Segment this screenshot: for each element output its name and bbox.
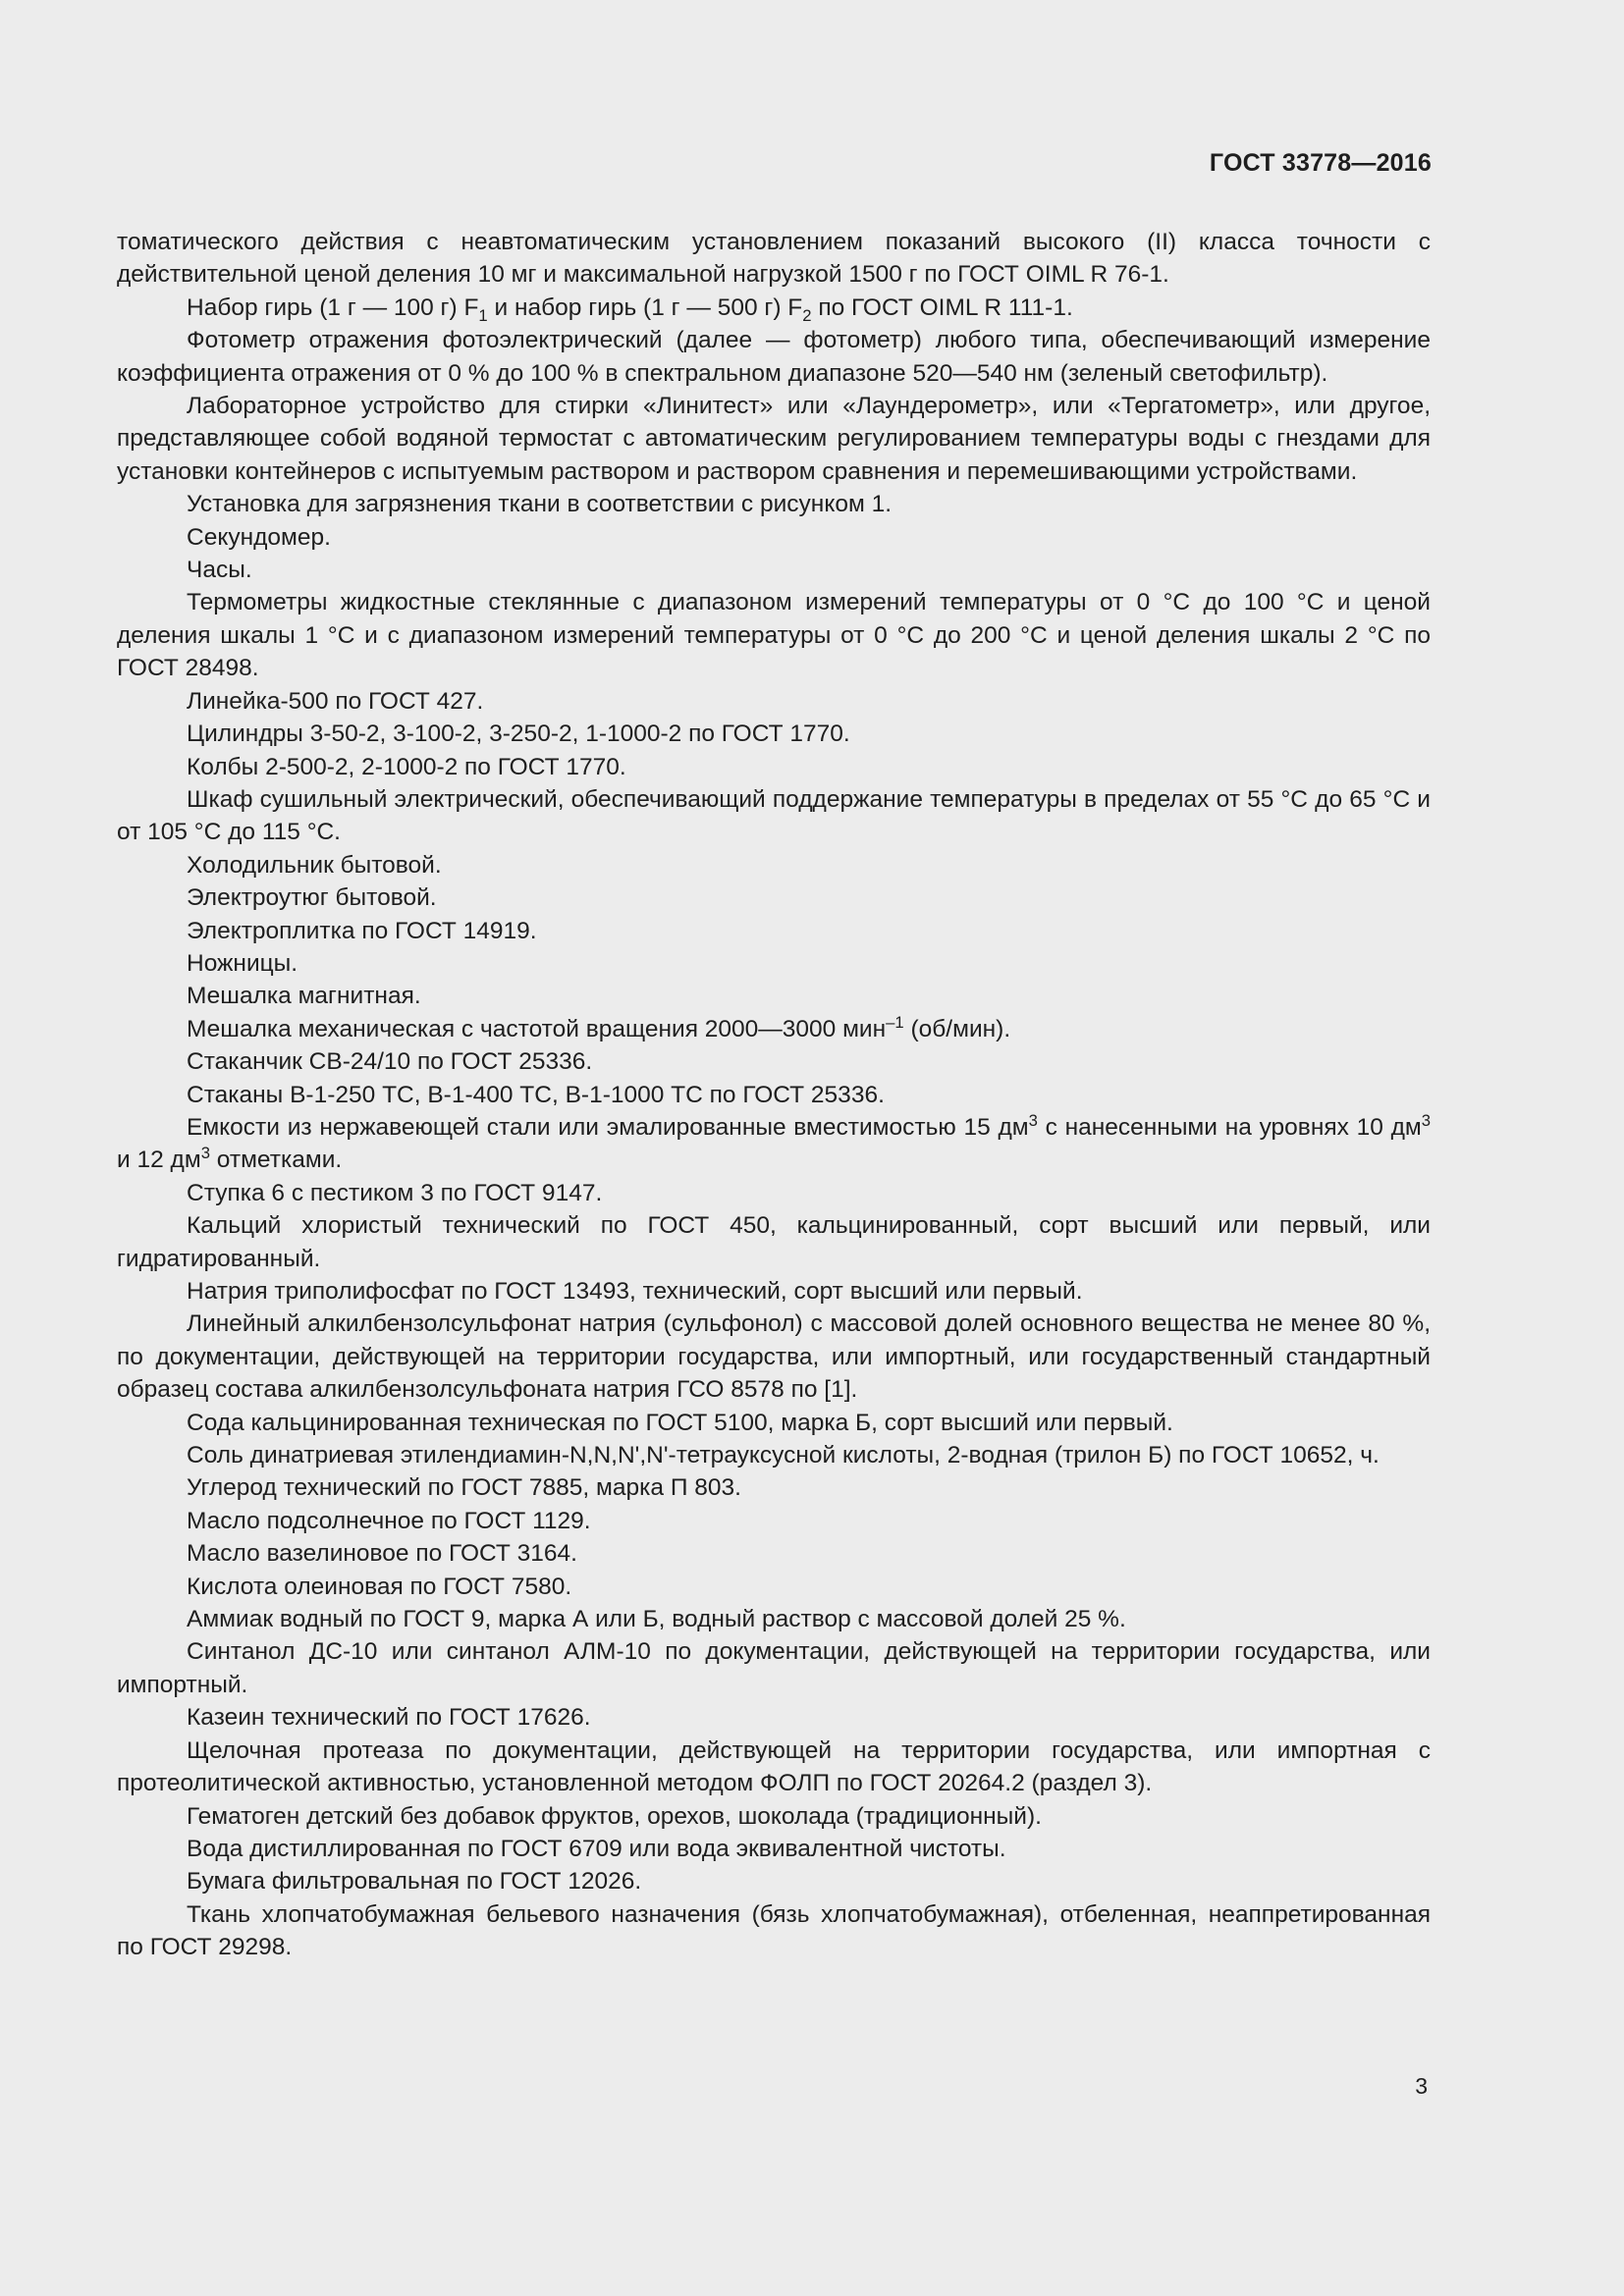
text-run: Гематоген детский без добавок фруктов, орехов, шоколада (традиционный).: [187, 1802, 1042, 1830]
paragraph: [117, 685, 1431, 718]
paragraph: [117, 586, 1431, 684]
paragraph: [117, 881, 1431, 914]
text-run: и 12 дм: [117, 1147, 201, 1174]
text-run: Установка для загрязнения ткани в соответствии с рисунком 1.: [187, 491, 893, 518]
paragraph: [117, 1013, 1431, 1045]
text-run: Шкаф сушильный электрический, обеспечивающий поддержание температуры в пределах от 55 °С до 65 °С и от 105 °С до 115 °С.: [117, 785, 1431, 846]
text-run: Углерод технический по ГОСТ 7885, марка П 803.: [187, 1474, 741, 1502]
paragraph: [117, 488, 1431, 520]
paragraph: [117, 751, 1431, 783]
text-run: отметками.: [209, 1147, 343, 1174]
paragraph: [117, 947, 1431, 980]
paragraph: [117, 1701, 1431, 1734]
text-run: с нанесенными на уровнях 10 дм: [1037, 1113, 1422, 1141]
text-run: Натрия триполифосфат по ГОСТ 13493, технический, сорт высший или первый.: [187, 1278, 1083, 1305]
text-run: Ножницы.: [187, 949, 298, 977]
text-run: Мешалка механическая с частотой вращения 2000—3000 мин: [187, 1015, 887, 1042]
paragraph: [117, 1209, 1431, 1275]
paragraph: [117, 783, 1431, 849]
paragraph: [117, 1571, 1431, 1603]
paragraph: [117, 1505, 1431, 1537]
paragraph: [117, 1833, 1431, 1865]
standard-header: ГОСТ 33778—2016: [1209, 149, 1432, 177]
paragraph: [117, 1865, 1431, 1897]
text-run: и набор гирь (1 г — 500 г) F: [487, 294, 803, 321]
text-run: Линейный алкилбензолсульфонат натрия (сульфонол) с массовой долей основного вещества не менее 80 %, по документации, действующей на территории государства, или импортный, или государственный стандартный образец состава алкилбензолсульфоната натрия ГСО 8578 по [1].: [117, 1310, 1431, 1404]
text-run: Синтанол ДС-10 или синтанол АЛМ-10 по документации, действующей на территории государства, или импортный.: [117, 1638, 1431, 1698]
text-run: Масло подсолнечное по ГОСТ 1129.: [187, 1507, 591, 1534]
subscript: 2: [802, 305, 812, 325]
text-run: Масло вазелиновое по ГОСТ 3164.: [187, 1540, 577, 1568]
text-run: Аммиак водный по ГОСТ 9, марка А или Б, водный раствор с массовой долей 25 %.: [187, 1606, 1126, 1633]
paragraph: [117, 1898, 1431, 1964]
text-run: Сода кальцинированная техническая по ГОСТ 5100, марка Б, сорт высший или первый.: [187, 1409, 1173, 1436]
paragraph: [117, 1603, 1431, 1635]
text-run: Холодильник бытовой.: [187, 851, 442, 879]
text-run: Емкости из нержавеющей стали или эмалированные вместимостью 15 дм: [187, 1113, 1029, 1141]
text-run: Кислота олеиновая по ГОСТ 7580.: [187, 1573, 572, 1600]
text-run: Лабораторное устройство для стирки «Линитест» или «Лаундерометр», или «Тергатометр», или другое, представляющее собой водяной термостат с автоматическим регулированием температуры воды с гнездами для установки контейнеров с испытуемым раствором и раствором сравнения и перемешивающими устройствами.: [117, 393, 1431, 485]
text-run: Секундомер.: [187, 523, 331, 551]
paragraph: [117, 1045, 1431, 1078]
paragraph: [117, 1537, 1431, 1570]
text-run: Бумага фильтровальная по ГОСТ 12026.: [187, 1868, 642, 1896]
paragraph: [117, 1275, 1431, 1308]
paragraph: [117, 1177, 1431, 1209]
text-run: (об/мин).: [903, 1015, 1011, 1042]
paragraph: [117, 324, 1431, 390]
paragraph: [117, 1308, 1431, 1406]
paragraph: [117, 554, 1431, 586]
paragraph: [117, 292, 1431, 324]
paragraph: [117, 1635, 1431, 1701]
text-run: Вода дистиллированная по ГОСТ 6709 или вода эквивалентной чистоты.: [187, 1835, 1006, 1862]
text-run: Стаканчик СВ-24/10 по ГОСТ 25336.: [187, 1048, 593, 1076]
paragraph: [117, 226, 1431, 292]
text-run: Ткань хлопчатобумажная бельевого назначения (бязь хлопчатобумажная), отбеленная, неаппретированная по ГОСТ 29298.: [117, 1900, 1431, 1961]
paragraph: [117, 1439, 1431, 1471]
superscript: 3: [1028, 1110, 1038, 1130]
paragraph: [117, 718, 1431, 750]
text-run: Колбы 2-500-2, 2-1000-2 по ГОСТ 1770.: [187, 753, 626, 780]
text-run: Термометры жидкостные стеклянные с диапазоном измерений температуры от 0 °С до 100 °С и ценой деления шкалы 1 °С и с диапазоном измерений температуры от 0 °С до 200 °С и ценой деления шкалы 2 °С по ГОСТ 28498.: [117, 589, 1431, 682]
text-run: Казеин технический по ГОСТ 17626.: [187, 1704, 591, 1732]
text-run: Щелочная протеаза по документации, действующей на территории государства, или импортная с протеолитической активностью, установленной методом ФОЛП по ГОСТ 20264.2 (раздел 3).: [117, 1736, 1431, 1797]
text-run: по ГОСТ OIML R 111-1.: [811, 294, 1073, 321]
paragraph: [117, 1735, 1431, 1800]
paragraph: [117, 849, 1431, 881]
text-run: Соль динатриевая этилендиамин-N,N,N',N'-тетрауксусной кислоты, 2-водная (трилон Б) по ГОСТ 10652, ч.: [187, 1442, 1380, 1469]
paragraph: [117, 1111, 1431, 1177]
text-run: Кальций хлористый технический по ГОСТ 450, кальцинированный, сорт высший или первый, или гидратированный.: [117, 1212, 1431, 1272]
paragraph: [117, 980, 1431, 1012]
text-run: Фотометр отражения фотоэлектрический (далее — фотометр) любого типа, обеспечивающий измерение коэффициента отражения от 0 % до 100 % в спектральном диапазоне 520—540 нм (зеленый светофильтр).: [117, 327, 1431, 387]
document-body: [117, 226, 1431, 1964]
paragraph: [117, 1471, 1431, 1504]
text-run: Мешалка магнитная.: [187, 983, 421, 1010]
text-run: Стаканы В-1-250 ТС, В-1-400 ТС, В-1-1000 ТС по ГОСТ 25336.: [187, 1081, 885, 1108]
text-run: томатического действия с неавтоматическим установлением показаний высокого (II) класса точности с действительной ценой деления 10 мг и максимальной нагрузкой 1500 г по ГОСТ OIML R 76-1.: [117, 229, 1431, 289]
text-run: Линейка-500 по ГОСТ 427.: [187, 687, 484, 715]
text-run: Часы.: [187, 557, 252, 584]
superscript: –1: [886, 1012, 904, 1032]
text-run: Электроутюг бытовой.: [187, 884, 437, 912]
paragraph: [117, 1407, 1431, 1439]
superscript: 3: [200, 1144, 210, 1163]
page-number: 3: [1415, 2073, 1428, 2099]
text-run: Электроплитка по ГОСТ 14919.: [187, 917, 537, 944]
text-run: Ступка 6 с пестиком 3 по ГОСТ 9147.: [187, 1179, 603, 1206]
paragraph: [117, 1800, 1431, 1833]
subscript: 1: [478, 305, 488, 325]
superscript: 3: [1421, 1110, 1431, 1130]
paragraph: [117, 521, 1431, 554]
paragraph: [117, 390, 1431, 488]
paragraph: [117, 915, 1431, 947]
paragraph: [117, 1079, 1431, 1111]
text-run: Набор гирь (1 г — 100 г) F: [187, 294, 479, 321]
text-run: Цилиндры 3-50-2, 3-100-2, 3-250-2, 1-1000-2 по ГОСТ 1770.: [187, 721, 850, 748]
